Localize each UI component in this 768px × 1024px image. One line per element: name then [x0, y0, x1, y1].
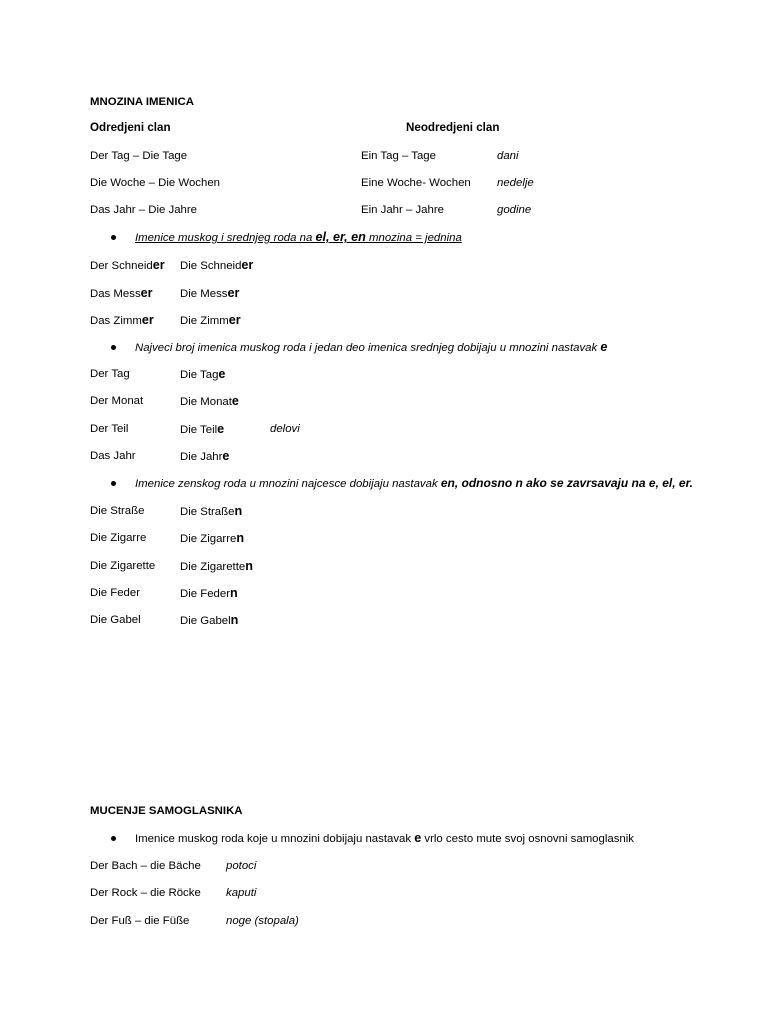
plural-noun: Die Messer: [180, 286, 240, 300]
umlaut-pair: Der Bach – die Bäche: [90, 860, 201, 872]
bullet-icon: [111, 481, 116, 486]
rule-text: Najveci broj imenica muskog roda i jedan deo imenica srednjeg dobijaju u mnozini nastavak e: [135, 340, 608, 354]
page-title: MNOZINA IMENICA: [90, 96, 194, 108]
singular-noun: Der Schneider: [90, 258, 165, 272]
singular-noun: Das Jahr: [90, 450, 136, 462]
definite-article-header: Odredjeni clan: [90, 121, 171, 134]
singular-noun: Der Teil: [90, 423, 129, 435]
plural-noun: Die Gabeln: [180, 613, 239, 627]
translation: potoci: [226, 860, 257, 872]
definite-pair: Das Jahr – Die Jahre: [90, 204, 197, 216]
plural-noun: Die Jahre: [180, 449, 230, 463]
singular-noun: Die Zigarette: [90, 560, 156, 572]
singular-noun: Die Straße: [90, 505, 145, 517]
indefinite-pair: Ein Jahr – Jahre: [361, 204, 444, 216]
translation: godine: [497, 204, 532, 216]
umlaut-pair: Der Rock – die Röcke: [90, 887, 201, 899]
plural-noun: Die Zigaretten: [180, 559, 253, 573]
plural-noun: Die Zimmer: [180, 313, 241, 327]
singular-noun: Der Monat: [90, 395, 144, 407]
plural-noun: Die Tage: [180, 367, 226, 381]
singular-noun: Das Messer: [90, 286, 153, 300]
definite-pair: Die Woche – Die Wochen: [90, 177, 221, 189]
indefinite-pair: Ein Tag – Tage: [361, 150, 436, 162]
translation: delovi: [270, 423, 300, 435]
plural-noun: Die Teile: [180, 422, 225, 436]
bullet-icon: [111, 836, 116, 841]
rule-text: Imenice muskog i srednjeg roda na el, er, en mnozina = jednina: [135, 230, 462, 244]
bullet-icon: [111, 235, 116, 240]
definite-pair: Der Tag – Die Tage: [90, 150, 188, 162]
plural-noun: Die Monate: [180, 394, 239, 408]
plural-noun: Die Federn: [180, 586, 238, 600]
singular-noun: Die Gabel: [90, 614, 141, 626]
section-title: MUCENJE SAMOGLASNIKA: [90, 805, 243, 817]
plural-noun: Die Schneider: [180, 258, 254, 272]
translation: noge (stopala): [226, 915, 299, 927]
translation: kaputi: [226, 887, 257, 899]
umlaut-pair: Der Fuß – die Füße: [90, 915, 190, 927]
translation: dani: [497, 150, 519, 162]
bullet-icon: [111, 345, 116, 350]
indefinite-article-header: Neodredjeni clan: [406, 121, 500, 134]
singular-noun: Das Zimmer: [90, 313, 154, 327]
rule-text: Imenice zenskog roda u mnozini najcesce dobijaju nastavak en, odnosno n ako se zavrsavaju na e, el, er.: [135, 476, 693, 490]
singular-noun: Die Feder: [90, 587, 141, 599]
plural-noun: Die Zigarren: [180, 531, 245, 545]
rule-text: Imenice muskog roda koje u mnozini dobijaju nastavak e vrlo cesto mute svoj osnovni samoglasnik: [135, 831, 634, 845]
plural-noun: Die Straßen: [180, 504, 243, 518]
indefinite-pair: Eine Woche- Wochen: [361, 177, 471, 189]
translation: nedelje: [497, 177, 534, 189]
singular-noun: Der Tag: [90, 368, 130, 380]
singular-noun: Die Zigarre: [90, 532, 147, 544]
